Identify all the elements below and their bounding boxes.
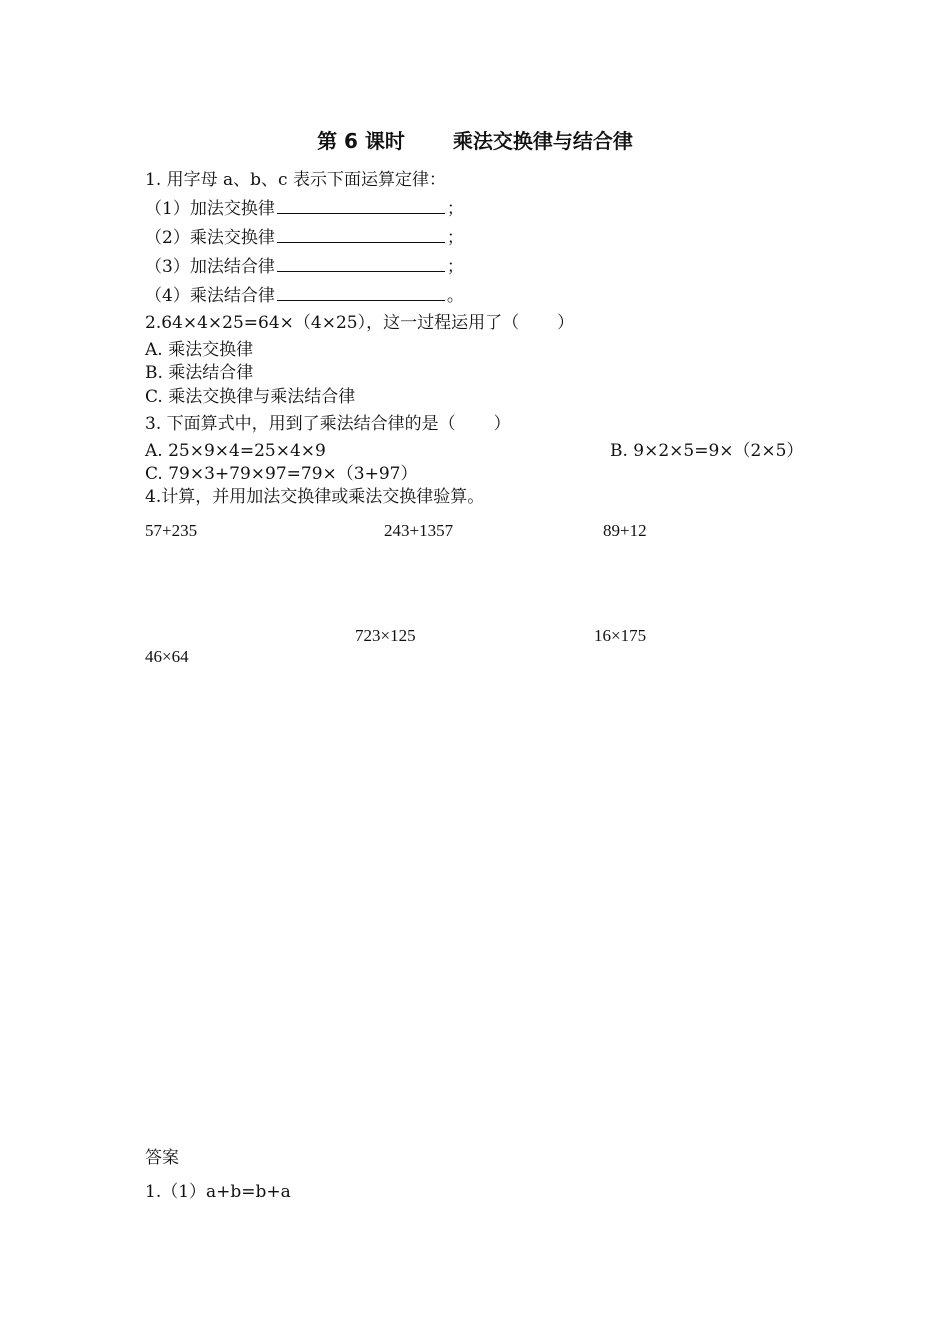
q1-item-label: （2）乘法交换律 [145,228,275,248]
q1-item-2: （2）乘法交换律 ； [145,228,464,248]
calc-problem: 723×125 [355,626,416,645]
answer-blank[interactable] [277,255,445,272]
q3-option-b: B. 9×2×5=9×（2×5） [610,441,804,461]
q1-item-label: （4）乘法结合律 [145,286,275,306]
answer-heading: 答案 [145,1148,179,1168]
q1-item-4: （4）乘法结合律 。 [145,286,464,306]
q1-stem: 1. 用字母 a、b、c 表示下面运算定律： [145,170,446,190]
q1-item-label: （1）加法交换律 [145,199,275,219]
q3-option-c: C. 79×3+79×97=79×（3+97） [145,464,418,484]
q4-stem: 4.计算，并用加法交换律或乘法交换律验算。 [145,487,485,507]
answer-blank[interactable] [277,226,445,243]
calc-problem: 16×175 [594,626,647,645]
q1-item-1: （1）加法交换律 ； [145,199,464,219]
q3-option-a: A. 25×9×4=25×4×9 [145,441,326,461]
q1-item-3: （3）加法结合律 ； [145,257,464,277]
calc-problem: 46×64 [145,647,189,666]
lesson-number: 第 6 课时 [317,129,405,153]
q2-stem: 2.64×4×25=64×（4×25），这一过程运用了（ ） [145,313,575,333]
q2-option-c: C. 乘法交换律与乘法结合律 [145,387,356,407]
answer-blank[interactable] [277,197,445,214]
q2-option-b: B. 乘法结合律 [145,363,254,383]
answer-blank[interactable] [277,284,445,301]
q3-stem: 3. 下面算式中，用到了乘法结合律的是（ ） [145,414,511,434]
page-title [0,125,950,154]
calc-problem: 89+12 [603,521,647,540]
q1-item-label: （3）加法结合律 [145,257,275,277]
calc-problem: 243+1357 [384,521,454,540]
calc-problem: 57+235 [145,521,198,540]
q2-option-a: A. 乘法交换律 [145,340,254,360]
answer-line-1: 1.（1）a+b=b+a [145,1182,291,1202]
lesson-topic: 乘法交换律与结合律 [452,129,633,153]
